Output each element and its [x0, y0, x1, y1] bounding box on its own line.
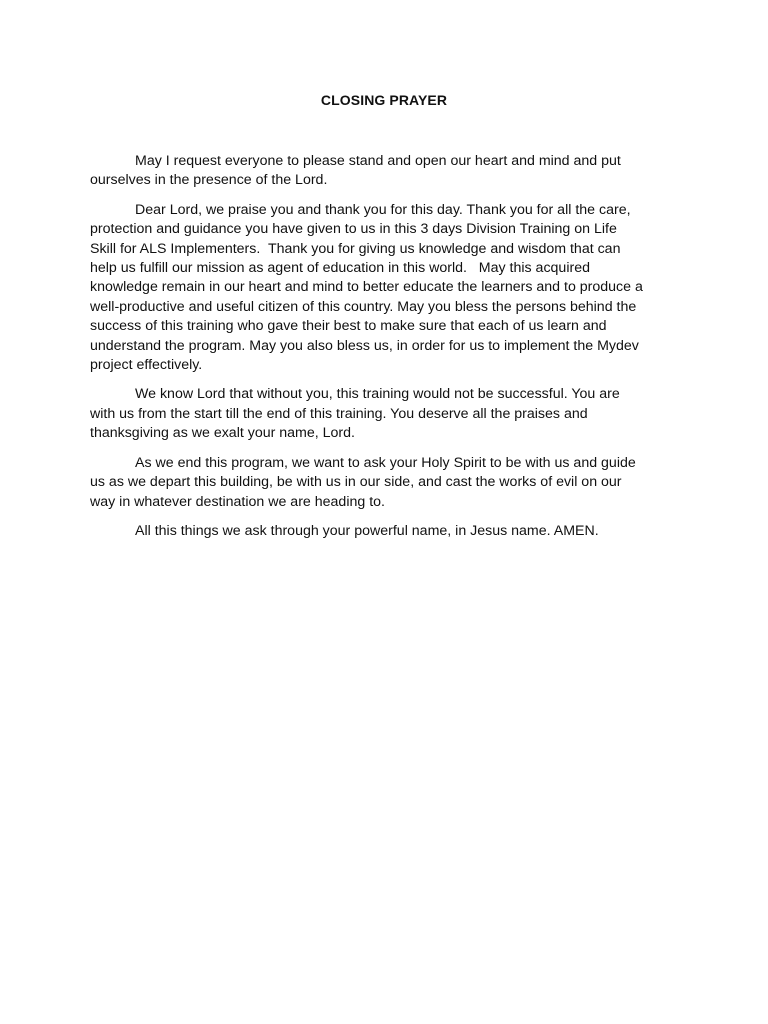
- paragraph-line: Skill for ALS Implementers. Thank you for giving us knowledge and wisdom that can: [90, 240, 621, 257]
- paragraph-line: knowledge remain in our heart and mind to better educate the learners and to produce a: [90, 279, 643, 296]
- paragraph-line: way in whatever destination we are heading to.: [90, 493, 385, 510]
- paragraph-5: [90, 522, 690, 541]
- paragraph-line: ourselves in the presence of the Lord.: [90, 172, 328, 189]
- paragraph-line: with us from the start till the end of this training. You deserve all the praises and: [90, 405, 588, 422]
- paragraph-line: success of this training who gave their best to make sure that each of us learn and: [90, 318, 607, 335]
- paragraph-line: well-productive and useful citizen of this country. May you bless the persons behind the: [90, 298, 637, 315]
- paragraph-line: us as we depart this building, be with us in our side, and cast the works of evil on our: [90, 474, 622, 491]
- paragraph-1: [90, 152, 690, 191]
- paragraph-line: We know Lord that without you, this training would not be successful. You are: [135, 386, 620, 403]
- paragraph-line: understand the program. May you also bless us, in order for us to implement the Mydev: [90, 337, 639, 354]
- paragraph-line: May I request everyone to please stand and open our heart and mind and put: [135, 153, 621, 169]
- paragraph-line: thanksgiving as we exalt your name, Lord.: [90, 425, 355, 442]
- paragraph-line: project effectively.: [90, 357, 203, 374]
- paragraph-line: All this things we ask through your powerful name, in Jesus name. AMEN.: [135, 522, 599, 539]
- document-body: [90, 152, 690, 551]
- paragraph-line: As we end this program, we want to ask your Holy Spirit to be with us and guide: [135, 454, 636, 471]
- paragraph-2: [90, 201, 690, 376]
- page-title: CLOSING PRAYER: [320, 92, 448, 108]
- paragraph-4: [90, 454, 690, 512]
- paragraph-line: help us fulfill our mission as agent of education in this world. May this acquired: [90, 260, 590, 277]
- paragraph-3: [90, 385, 690, 443]
- paragraph-line: Dear Lord, we praise you and thank you for this day. Thank you for all the care,: [135, 201, 631, 218]
- paragraph-line: protection and guidance you have given to us in this 3 days Division Training on Life: [90, 221, 617, 238]
